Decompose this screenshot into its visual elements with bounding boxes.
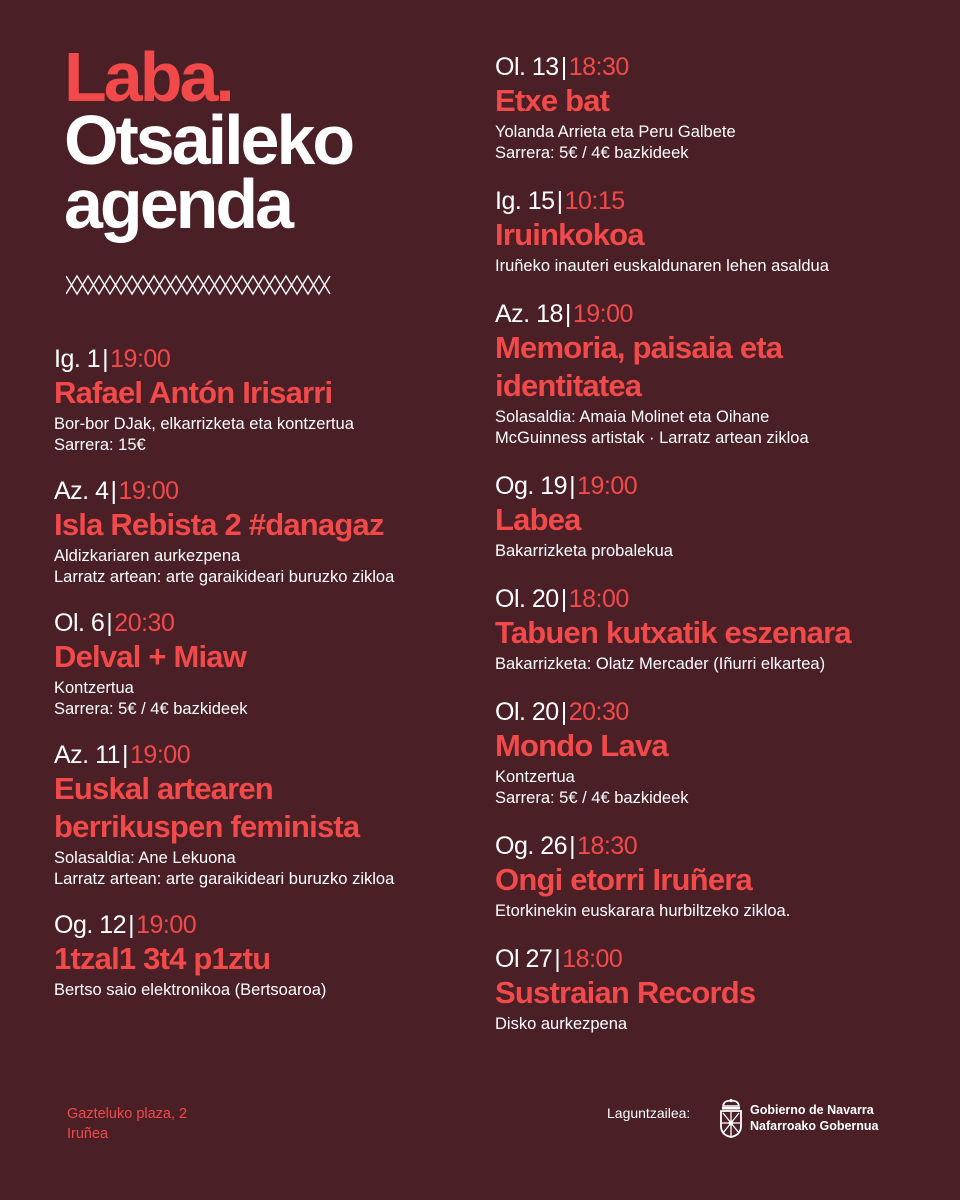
event-item (495, 186, 935, 277)
event-time: 19:00 (118, 477, 179, 505)
date-separator: | (556, 187, 563, 215)
event-item (495, 697, 935, 809)
event-item (54, 740, 474, 890)
event-title: Labea (495, 502, 581, 537)
address-line: Gazteluko plaza, 2 (67, 1106, 188, 1122)
header (64, 38, 353, 243)
event-title: 1tzal1 3t4 p1ztu (54, 941, 271, 976)
event-date-line (495, 944, 935, 974)
event-date-line (54, 910, 474, 940)
event-item (54, 608, 474, 720)
sponsor-label: Laguntzailea: (607, 1105, 691, 1121)
event-title: Etxe bat (495, 83, 610, 118)
event-title: Sustraian Records (495, 975, 756, 1010)
date-separator: | (122, 741, 129, 769)
event-date-line (54, 344, 474, 374)
event-day: Ol. 13 (495, 53, 559, 81)
event-detail: Kontzertua (495, 768, 575, 786)
event-day: Ig. 1 (54, 345, 101, 373)
sponsor-logo (718, 1098, 879, 1138)
event-day: Ol. 20 (495, 585, 559, 613)
event-day: Ig. 15 (495, 187, 555, 215)
event-item (54, 910, 474, 1001)
event-day: Ol. 6 (54, 609, 105, 637)
event-date-line (495, 697, 935, 727)
event-detail: Sarrera: 15€ (54, 436, 146, 454)
page-title-line2: agenda (64, 165, 292, 243)
event-title: Tabuen kutxatik eszenara (495, 615, 851, 650)
event-date-line (495, 52, 935, 82)
navarra-coat-of-arms-icon (718, 1098, 744, 1138)
event-detail: Larratz artean: arte garaikideari buruzko zikloa (54, 870, 395, 888)
event-detail: Etorkinekin euskarara hurbiltzeko zikloa. (495, 902, 791, 920)
event-item (495, 831, 935, 922)
event-date-line (495, 186, 935, 216)
event-detail: Iruñeko inauteri euskaldunaren lehen asaldua (495, 257, 829, 275)
event-day: Az. 18 (495, 300, 563, 328)
event-item (495, 944, 935, 1035)
event-day: Ol 27 (495, 945, 553, 973)
event-detail: Solasaldia: Amaia Molinet eta Oihane (495, 408, 770, 426)
date-separator: | (560, 53, 567, 81)
event-detail: Solasaldia: Ane Lekuona (54, 849, 236, 867)
event-detail: Disko aurkezpena (495, 1015, 628, 1033)
date-separator: | (106, 609, 113, 637)
venue-address (67, 1104, 187, 1144)
event-title: Euskal artearen (54, 771, 273, 806)
event-item (495, 584, 935, 675)
event-time: 20:30 (568, 698, 629, 726)
event-time: 19:00 (572, 300, 633, 328)
event-day: Ol. 20 (495, 698, 559, 726)
event-detail: Sarrera: 5€ / 4€ bazkideek (54, 700, 248, 718)
event-date-line (54, 740, 474, 770)
event-detail: Kontzertua (54, 679, 134, 697)
event-time: 19:00 (110, 345, 171, 373)
date-separator: | (569, 472, 576, 500)
event-detail: McGuinness artistak · Larratz artean zikloa (495, 429, 809, 447)
event-title: Delval + Miaw (54, 639, 247, 674)
event-time: 18:00 (562, 945, 623, 973)
brand-name: Laba. (64, 38, 232, 116)
event-title: Rafael Antón Irisarri (54, 375, 333, 410)
event-day: Og. 26 (495, 832, 568, 860)
date-separator: | (569, 832, 576, 860)
date-separator: | (128, 911, 135, 939)
events-column-left (54, 344, 474, 1001)
event-item (495, 299, 935, 449)
event-detail: Yolanda Arrieta eta Peru Galbete (495, 123, 736, 141)
event-date-line (495, 299, 935, 329)
event-time: 19:00 (577, 472, 638, 500)
event-detail: Larratz artean: arte garaikideari buruzko zikloa (54, 568, 395, 586)
page-title-line1: Otsaileko (64, 101, 353, 179)
event-date-line (495, 584, 935, 614)
event-time: 18:00 (568, 585, 629, 613)
event-item (54, 476, 474, 588)
event-date-line (54, 476, 474, 506)
event-item (54, 344, 474, 456)
event-detail: Aldizkariaren aurkezpena (54, 547, 241, 565)
event-title: berrikuspen feminista (54, 809, 360, 844)
event-detail: Bertso saio elektronikoa (Bertsoaroa) (54, 981, 327, 999)
date-separator: | (560, 698, 567, 726)
event-title: Mondo Lava (495, 728, 668, 763)
event-detail: Sarrera: 5€ / 4€ bazkideek (495, 789, 689, 807)
event-day: Og. 19 (495, 472, 568, 500)
event-date-line (495, 831, 935, 861)
date-separator: | (110, 477, 117, 505)
event-time: 18:30 (577, 832, 638, 860)
date-separator: | (102, 345, 109, 373)
event-day: Og. 12 (54, 911, 127, 939)
zigzag-divider-icon (66, 274, 332, 296)
event-time: 10:15 (564, 187, 625, 215)
event-title: Ongi etorri Iruñera (495, 862, 752, 897)
event-time: 19:00 (130, 741, 191, 769)
date-separator: | (564, 300, 571, 328)
event-title: identitatea (495, 368, 642, 403)
event-item (495, 52, 935, 164)
event-detail: Bakarrizketa: Olatz Mercader (Iñurri elkartea) (495, 655, 826, 673)
date-separator: | (560, 585, 567, 613)
sponsor-name-eu: Nafarroako Gobernua (750, 1119, 879, 1133)
sponsor-name (750, 1102, 879, 1134)
event-title: Isla Rebista 2 #danagaz (54, 507, 384, 542)
event-title: Memoria, paisaia eta (495, 330, 783, 365)
event-detail: Bor-bor DJak, elkarrizketa eta kontzertua (54, 415, 354, 433)
event-detail: Bakarrizketa probalekua (495, 542, 673, 560)
event-time: 20:30 (114, 609, 175, 637)
event-time: 19:00 (136, 911, 197, 939)
address-city: Iruñea (67, 1126, 109, 1142)
event-title: Iruinkokoa (495, 217, 644, 252)
event-date-line (495, 471, 935, 501)
event-date-line (54, 608, 474, 638)
event-day: Az. 4 (54, 477, 109, 505)
date-separator: | (554, 945, 561, 973)
sponsor-name-es: Gobierno de Navarra (750, 1103, 874, 1117)
event-detail: Sarrera: 5€ / 4€ bazkideek (495, 144, 689, 162)
event-item (495, 471, 935, 562)
events-column-right (495, 52, 935, 1035)
event-day: Az. 11 (54, 741, 121, 769)
event-time: 18:30 (568, 53, 629, 81)
